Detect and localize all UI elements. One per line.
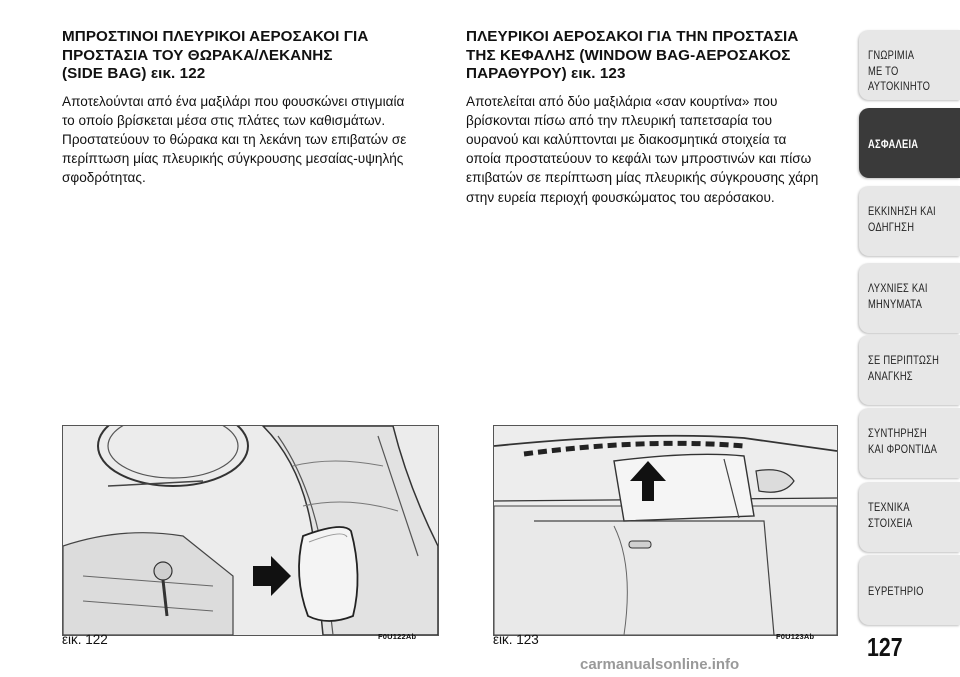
section-body-side-bag: Αποτελούνται από ένα μαξιλάρι που φουσκώνει στιγμιαία το οποίο βρίσκεται μέσα στις πλάτες των καθισμάτων. Προστατεύουν το θώρακα και τη λεκάνη των επιβατών σε περίπτωση μίας πλευρικής σύγκρουσης μεσαίας-υψηλής σφοδρότητας. <box>62 93 407 186</box>
tab-technical-data[interactable] <box>859 482 960 552</box>
tab-label: ΣΥΝΤΗΡΗΣΗ ΚΑΙ ΦΡΟΝΤΙΔΑ <box>868 426 938 456</box>
figure-code-122: F0U122Ab <box>378 632 417 641</box>
tab-label: ΣΕ ΠΕΡΙΠΤΩΣΗ ΑΝΑΓΚΗΣ <box>868 353 940 383</box>
section-body-window-bag: Αποτελείται από δύο μαξιλάρια «σαν κουρτίνα» που βρίσκονται πίσω από την πλευρική ταπετσαρία του ουρανού και καλύπτονται με διακοσμητικά στοιχεία τα οποία προστατεύουν το κεφάλι των μπροστινών και πίσω επιβατών σε περίπτωση μίας πλευρικής σύγκρουσης χάρη στην ευρεία περιοχή φουσκώματος του αερόσακου. <box>466 93 819 205</box>
tab-getting-to-know[interactable] <box>859 30 960 100</box>
tab-label: ΤΕΧΝΙΚΑ ΣΤΟΙΧΕΙΑ <box>868 500 913 530</box>
section-title-window-bag: ΠΛΕΥΡΙΚΟΙ ΑΕΡΟΣΑΚΟΙ ΓΙΑ ΤΗΝ ΠΡΟΣΤΑΣΙΑ ΤΗΣ ΚΕΦΑΛΗΣ (WINDOW BAG-ΑΕΡΟΣΑΚΟΣ ΠΑΡΑΘΥΡΟΥ) εικ. 123 <box>466 28 799 82</box>
tab-label: ΕΚΚΙΝΗΣΗ ΚΑΙ ΟΔΗΓΗΣΗ <box>868 204 936 234</box>
chapter-tabs <box>859 0 960 677</box>
tab-emergency[interactable] <box>859 335 960 405</box>
figure-code-123: F0U123Ab <box>776 632 815 641</box>
figure-caption-123: εικ. 123 <box>493 632 539 647</box>
tab-maintenance[interactable] <box>859 408 960 478</box>
figure-window-bag-illustration <box>493 425 838 636</box>
section-title-side-bag: ΜΠΡΟΣΤΙΝΟΙ ΠΛΕΥΡΙΚΟΙ ΑΕΡΟΣΑΚΟΙ ΓΙΑ ΠΡΟΣΤΑΣΙΑ ΤΟΥ ΘΩΡΑΚΑ/ΛΕΚΑΝΗΣ (SIDE BAG) εικ. 122 <box>62 28 369 82</box>
tab-starting-driving[interactable] <box>859 186 960 256</box>
footer-watermark: carmanualsonline.info <box>580 656 740 673</box>
tab-warning-lights[interactable] <box>859 263 960 333</box>
tab-label: ΓΝΩΡΙΜΙΑ ΜΕ ΤΟ ΑΥΤΟΚΙΝΗΤΟ <box>868 48 931 93</box>
tab-label: ΛΥΧΝΙΕΣ ΚΑΙ ΜΗΝΥΜΑΤΑ <box>868 281 928 311</box>
page-number: 127 <box>867 632 903 662</box>
figure-caption-122: εικ. 122 <box>62 632 108 647</box>
left-column <box>62 28 437 188</box>
tab-index[interactable]: ΕΥΡΕΤΗΡΙΟ <box>859 555 960 625</box>
figure-side-bag-illustration <box>62 425 439 636</box>
right-column <box>466 28 841 207</box>
tab-safety[interactable]: ΑΣΦΑΛΕΙΑ <box>859 108 960 178</box>
